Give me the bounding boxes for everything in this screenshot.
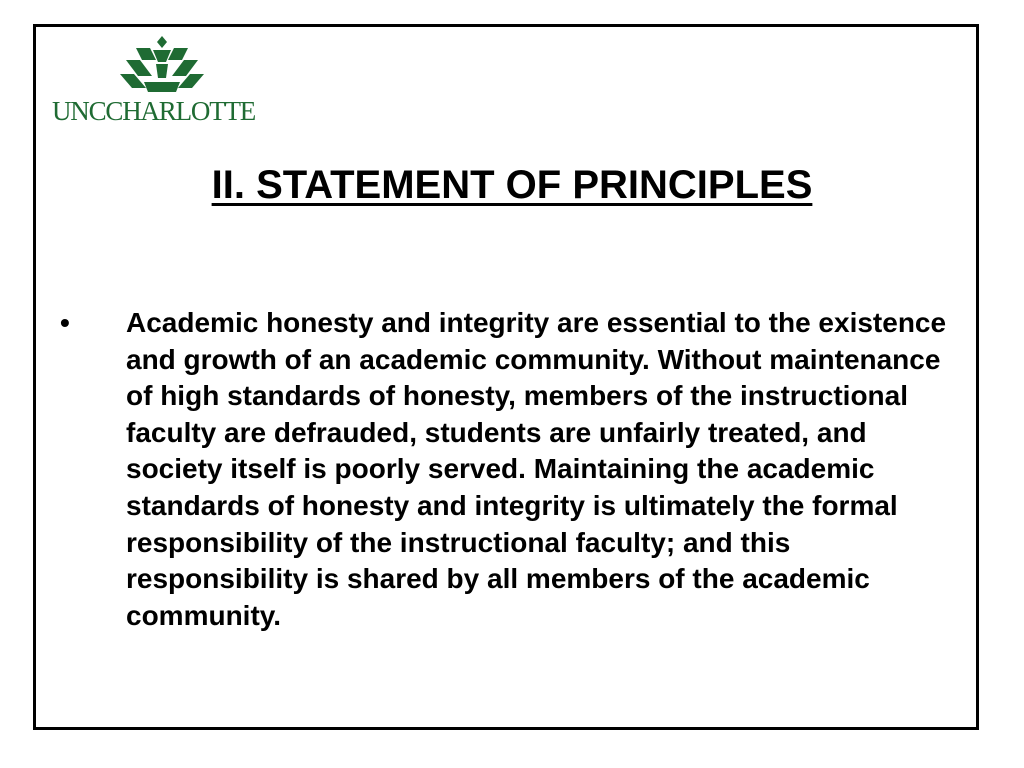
bullet-item	[60, 305, 980, 634]
bullet-marker: •	[60, 307, 70, 338]
crown-leaf-icon	[120, 36, 204, 94]
bullet-text: Academic honesty and integrity are essential to the existence and growth of an academic community. Without maintenance of high standards of honesty, members of the instructional faculty are defrauded, students are unfairly treated, and society itself is poorly served. Maintaining the academic standards of honesty and integrity is ultimately the formal responsibility of the instructional faculty; and this responsibility is shared by all members of the academic community.	[126, 307, 947, 631]
logo-wordmark: UNCCHARLOTTE	[52, 96, 256, 126]
bullet-list	[60, 305, 980, 634]
unc-charlotte-logo	[52, 36, 268, 132]
slide-title: II. STATEMENT OF PRINCIPLES	[211, 163, 813, 207]
